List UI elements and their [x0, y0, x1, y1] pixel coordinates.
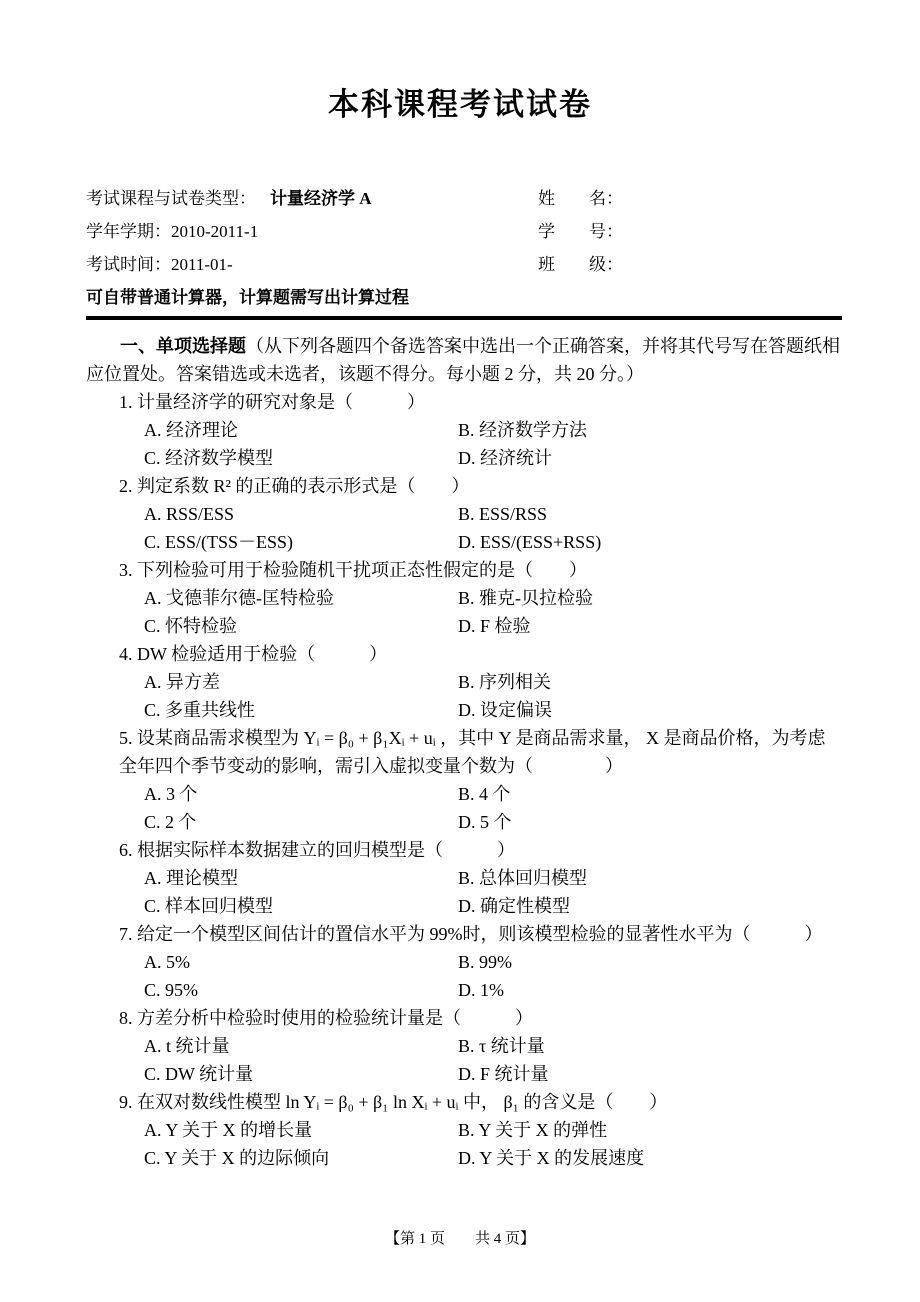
exam-header: [86, 182, 842, 314]
course-label: 考试课程与试卷类型：: [86, 189, 256, 208]
term-label: 学年学期：2010-2011-1: [86, 222, 259, 241]
option-c: C. 怀特检验: [144, 616, 238, 636]
calculator-note: 可自带普通计算器，计算题需写出计算过程: [86, 288, 409, 307]
option-b: B. 4 个: [458, 784, 511, 804]
option-c: C. DW 统计量: [144, 1064, 254, 1084]
question-stem: 6. 根据实际样本数据建立的回归模型是（ ）: [119, 840, 515, 860]
section-intro: [86, 332, 842, 388]
option-c: C. ESS/(TSS－ESS): [144, 532, 294, 552]
section-instructions: （从下列各题四个备选答案中选出一个正确答案，并将其代号写在答题纸相应位置处。答案错选或未选者，该题不得分。每小题 2 分，共 20 分。）: [86, 336, 840, 384]
option-d: D. 设定偏误: [458, 700, 552, 720]
option-a: A. 戈德菲尔德-匡特检验: [144, 588, 334, 608]
question-options: [86, 864, 842, 920]
option-d: D. Y 关于 X 的发展速度: [458, 1148, 645, 1168]
course-value: 计量经济学 A: [270, 189, 372, 208]
option-a: A. 5%: [144, 952, 190, 972]
page-title: 本科课程考试试卷: [328, 87, 592, 122]
option-d: D. F 检验: [458, 616, 531, 636]
section-heading: 一、单项选择题: [120, 336, 246, 356]
option-b: B. 雅克-贝拉检验: [458, 588, 593, 608]
page-footer: 【第 1 页 共 4 页】: [384, 1231, 535, 1247]
option-c: C. 多重共线性: [144, 700, 256, 720]
option-b: B. 99%: [458, 952, 512, 972]
option-d: D. 5 个: [458, 812, 512, 832]
question-3: [86, 556, 842, 640]
question-6: [86, 836, 842, 920]
question-stem: 1. 计量经济学的研究对象是（ ）: [119, 392, 425, 412]
question-stem: 4. DW 检验适用于检验（ ）: [119, 644, 388, 664]
option-b: B. τ 统计量: [458, 1036, 545, 1056]
option-d: D. 确定性模型: [458, 896, 570, 916]
question-options: [86, 500, 842, 556]
question-7: [86, 920, 842, 1004]
option-c: C. Y 关于 X 的边际倾向: [144, 1148, 330, 1168]
note-row: [86, 281, 842, 314]
question-stem: 7. 给定一个模型区间估计的置信水平为 99%时，则该模型检验的显著性水平为（ ）: [119, 924, 823, 944]
option-a: A. Y 关于 X 的增长量: [144, 1120, 313, 1140]
option-b: B. 经济数学方法: [458, 420, 588, 440]
page-content: [86, 182, 842, 1172]
option-a: A. 异方差: [144, 672, 220, 692]
option-c: C. 2 个: [144, 812, 197, 832]
question-stem: 8. 方差分析中检验时使用的检验统计量是（ ）: [119, 1008, 533, 1028]
question-2: [86, 472, 842, 556]
time-row: [86, 248, 842, 281]
student-class-label: 班 级：: [538, 255, 623, 274]
option-a: A. t 统计量: [144, 1036, 230, 1056]
question-stem: 9. 在双对数线性模型 ln Yᵢ = β₀ + β₁ ln Xᵢ + uᵢ 中， β₁ 的含义是（ ）: [119, 1092, 668, 1112]
option-d: D. 1%: [458, 980, 504, 1000]
option-b: B. ESS/RSS: [458, 504, 548, 524]
question-5: [86, 724, 842, 836]
term-row: [86, 215, 842, 248]
question-stem: 3. 下列检验可用于检验随机干扰项正态性假定的是（ ）: [119, 560, 587, 580]
question-options: [86, 416, 842, 472]
option-d: D. 经济统计: [458, 448, 552, 468]
option-c: C. 95%: [144, 980, 198, 1000]
question-options: [86, 948, 842, 1004]
question-4: [86, 640, 842, 724]
option-a: A. 理论模型: [144, 868, 238, 888]
time-label: 考试时间：2011-01-: [86, 255, 233, 274]
option-b: B. 序列相关: [458, 672, 552, 692]
question-options: [86, 668, 842, 724]
option-c: C. 经济数学模型: [144, 448, 274, 468]
question-options: [86, 1116, 842, 1172]
question-stem: 5. 设某商品需求模型为 Yᵢ = β₀ + β₁Xᵢ + uᵢ ，其中 Y 是商品需求量， X 是商品价格，为考虑全年四个季节变动的影响，需引入虚拟变量个数为（ ）: [119, 728, 826, 776]
option-b: B. 总体回归模型: [458, 868, 588, 888]
student-name-label: 姓 名：: [538, 189, 623, 208]
option-a: A. 经济理论: [144, 420, 238, 440]
option-d: D. ESS/(ESS+RSS): [458, 532, 602, 552]
header-divider-line: [86, 316, 842, 320]
option-b: B. Y 关于 X 的弹性: [458, 1120, 608, 1140]
option-d: D. F 统计量: [458, 1064, 549, 1084]
question-options: [86, 1032, 842, 1088]
option-c: C. 样本回归模型: [144, 896, 274, 916]
question-options: [86, 780, 842, 836]
option-a: A. 3 个: [144, 784, 198, 804]
question-options: [86, 584, 842, 640]
question-9: [86, 1088, 842, 1172]
option-a: A. RSS/ESS: [144, 504, 235, 524]
question-stem: 2. 判定系数 R² 的正确的表示形式是（ ）: [119, 476, 470, 496]
student-id-label: 学 号：: [538, 222, 623, 241]
question-1: [86, 388, 842, 472]
course-row: [86, 182, 842, 215]
question-8: [86, 1004, 842, 1088]
